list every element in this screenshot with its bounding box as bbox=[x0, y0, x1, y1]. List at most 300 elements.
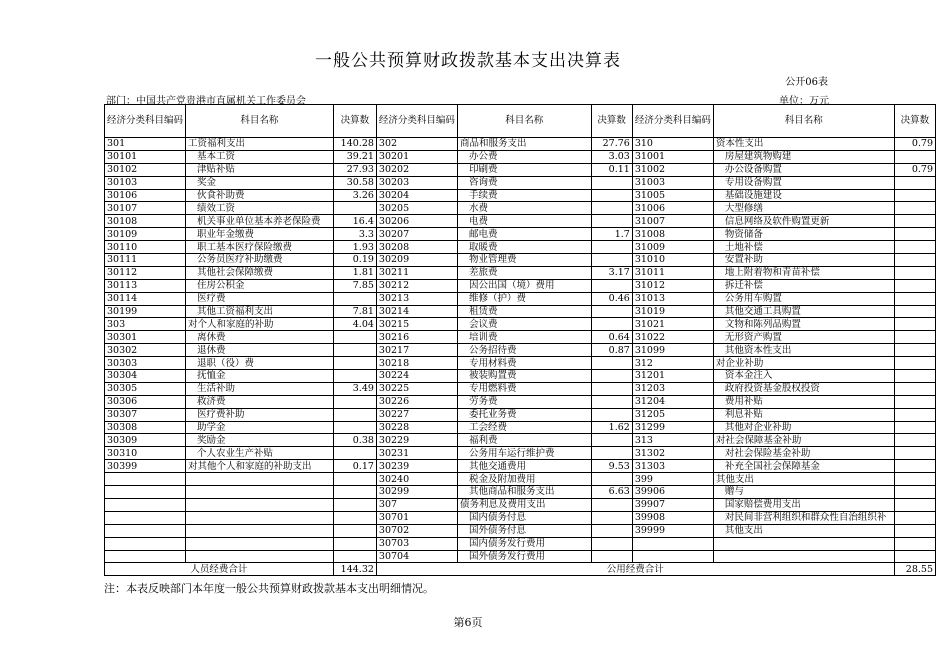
code-cell: 30231 bbox=[376, 447, 457, 460]
item-name-cell: 其他商品和服务支出 bbox=[457, 486, 591, 499]
table-row bbox=[105, 254, 936, 267]
amount-cell bbox=[894, 254, 935, 267]
table-row bbox=[105, 150, 936, 163]
code-cell: 301 bbox=[105, 138, 186, 151]
item-name-cell: 绩效工资 bbox=[186, 202, 334, 215]
code-cell: 31303 bbox=[632, 460, 713, 473]
amount-cell bbox=[894, 266, 935, 279]
table-row bbox=[105, 266, 936, 279]
item-name-cell: 债务利息及费用支出 bbox=[457, 498, 591, 511]
item-name-cell: 专用设备购置 bbox=[713, 176, 894, 189]
code-cell: 31008 bbox=[632, 228, 713, 241]
amount-cell: 140.28 bbox=[333, 138, 376, 151]
item-name-cell: 其他社会保障缴费 bbox=[186, 266, 334, 279]
amount-cell bbox=[333, 421, 376, 434]
amount-cell bbox=[894, 241, 935, 254]
item-name-cell: 咨询费 bbox=[457, 176, 591, 189]
amount-cell bbox=[333, 537, 376, 550]
code-cell: 312 bbox=[632, 357, 713, 370]
amount-cell: 6.63 bbox=[591, 486, 632, 499]
amount-cell: 39.21 bbox=[333, 150, 376, 163]
item-name-cell: 公务用车运行维护费 bbox=[457, 447, 591, 460]
item-name-cell: 会议费 bbox=[457, 318, 591, 331]
amount-cell: 3.49 bbox=[333, 382, 376, 395]
amount-cell bbox=[894, 176, 935, 189]
item-name-cell: 专用燃料费 bbox=[457, 382, 591, 395]
item-name-cell: 基本工资 bbox=[186, 150, 334, 163]
amount-cell bbox=[894, 215, 935, 228]
code-cell bbox=[632, 550, 713, 563]
item-name-cell: 资本金注入 bbox=[713, 370, 894, 383]
totals-row bbox=[105, 563, 936, 576]
amount-cell bbox=[591, 370, 632, 383]
item-name-cell bbox=[713, 537, 894, 550]
header-code-2: 经济分类科目编码 bbox=[376, 105, 457, 138]
item-name-cell: 印刷费 bbox=[457, 163, 591, 176]
code-cell: 30229 bbox=[376, 434, 457, 447]
item-name-cell: 赠与 bbox=[713, 486, 894, 499]
amount-cell bbox=[333, 292, 376, 305]
code-cell bbox=[105, 550, 186, 563]
code-cell: 31203 bbox=[632, 382, 713, 395]
amount-cell: 3.03 bbox=[591, 150, 632, 163]
code-cell: 30113 bbox=[105, 279, 186, 292]
amount-cell bbox=[894, 318, 935, 331]
amount-cell: 1.7 bbox=[591, 228, 632, 241]
code-cell: 399 bbox=[632, 473, 713, 486]
code-cell: 30239 bbox=[376, 460, 457, 473]
table-row bbox=[105, 382, 936, 395]
item-name-cell bbox=[186, 537, 334, 550]
amount-cell bbox=[591, 473, 632, 486]
amount-cell: 9.53 bbox=[591, 460, 632, 473]
table-row bbox=[105, 357, 936, 370]
item-name-cell: 安置补助 bbox=[713, 254, 894, 267]
item-name-cell: 公务招待费 bbox=[457, 344, 591, 357]
table-row bbox=[105, 447, 936, 460]
amount-cell: 7.85 bbox=[333, 279, 376, 292]
code-cell: 30206 bbox=[376, 215, 457, 228]
amount-cell bbox=[591, 511, 632, 524]
code-cell: 30101 bbox=[105, 150, 186, 163]
amount-cell bbox=[591, 434, 632, 447]
amount-cell bbox=[894, 279, 935, 292]
amount-cell bbox=[591, 189, 632, 202]
code-cell: 30399 bbox=[105, 460, 186, 473]
table-row bbox=[105, 473, 936, 486]
amount-cell bbox=[591, 357, 632, 370]
item-name-cell: 对个人和家庭的补助 bbox=[186, 318, 334, 331]
code-cell: 31012 bbox=[632, 279, 713, 292]
item-name-cell: 抚恤金 bbox=[186, 370, 334, 383]
code-cell: 302 bbox=[376, 138, 457, 151]
table-row bbox=[105, 305, 936, 318]
item-name-cell: 差旅费 bbox=[457, 266, 591, 279]
table-row bbox=[105, 344, 936, 357]
amount-cell bbox=[591, 550, 632, 563]
page-number: 第6页 bbox=[453, 616, 483, 629]
amount-cell bbox=[894, 202, 935, 215]
table-row bbox=[105, 318, 936, 331]
code-cell: 30212 bbox=[376, 279, 457, 292]
code-cell: 30199 bbox=[105, 305, 186, 318]
item-name-cell: 邮电费 bbox=[457, 228, 591, 241]
amount-cell: 0.64 bbox=[591, 331, 632, 344]
code-cell: 31021 bbox=[632, 318, 713, 331]
code-cell: 30215 bbox=[376, 318, 457, 331]
table-row bbox=[105, 486, 936, 499]
code-cell: 30107 bbox=[105, 202, 186, 215]
amount-cell bbox=[894, 382, 935, 395]
code-cell: 30218 bbox=[376, 357, 457, 370]
item-name-cell: 信息网络及软件购置更新 bbox=[713, 215, 894, 228]
code-cell: 30310 bbox=[105, 447, 186, 460]
code-cell: 30216 bbox=[376, 331, 457, 344]
code-cell: 31022 bbox=[632, 331, 713, 344]
item-name-cell bbox=[186, 498, 334, 511]
item-name-cell: 退休费 bbox=[186, 344, 334, 357]
code-cell: 30703 bbox=[376, 537, 457, 550]
code-cell: 30209 bbox=[376, 254, 457, 267]
code-cell: 31099 bbox=[632, 344, 713, 357]
item-name-cell: 对社会保险基金补助 bbox=[713, 447, 894, 460]
table-row bbox=[105, 279, 936, 292]
item-name-cell: 商品和服务支出 bbox=[457, 138, 591, 151]
item-name-cell bbox=[713, 550, 894, 563]
item-name-cell: 电费 bbox=[457, 215, 591, 228]
amount-cell: 0.38 bbox=[333, 434, 376, 447]
table-row bbox=[105, 292, 936, 305]
code-cell: 31013 bbox=[632, 292, 713, 305]
item-name-cell: 离休费 bbox=[186, 331, 334, 344]
code-cell: 30106 bbox=[105, 189, 186, 202]
table-row bbox=[105, 189, 936, 202]
code-cell: 39999 bbox=[632, 524, 713, 537]
amount-cell bbox=[894, 524, 935, 537]
amount-cell bbox=[591, 498, 632, 511]
amount-cell bbox=[333, 486, 376, 499]
item-name-cell: 津贴补贴 bbox=[186, 163, 334, 176]
table-row bbox=[105, 511, 936, 524]
amount-cell bbox=[591, 395, 632, 408]
item-name-cell: 对其他个人和家庭的补助支出 bbox=[186, 460, 334, 473]
amount-cell bbox=[333, 331, 376, 344]
item-name-cell: 其他交通费用 bbox=[457, 460, 591, 473]
form-code: 公开06表 bbox=[785, 77, 828, 88]
amount-cell: 27.93 bbox=[333, 163, 376, 176]
code-cell bbox=[105, 498, 186, 511]
department-label: 部门：中国共产党贵港市直属机关工作委员会 bbox=[106, 96, 306, 107]
code-cell: 30203 bbox=[376, 176, 457, 189]
item-name-cell: 房屋建筑物购建 bbox=[713, 150, 894, 163]
amount-cell bbox=[591, 305, 632, 318]
amount-cell bbox=[894, 305, 935, 318]
amount-cell: 0.79 bbox=[894, 163, 935, 176]
code-cell: 313 bbox=[632, 434, 713, 447]
item-name-cell: 利息补贴 bbox=[713, 408, 894, 421]
item-name-cell: 公务用车购置 bbox=[713, 292, 894, 305]
amount-cell bbox=[333, 511, 376, 524]
code-cell: 30110 bbox=[105, 241, 186, 254]
code-cell: 30112 bbox=[105, 266, 186, 279]
amount-cell bbox=[591, 382, 632, 395]
table-row bbox=[105, 241, 936, 254]
code-cell: 30227 bbox=[376, 408, 457, 421]
item-name-cell bbox=[186, 473, 334, 486]
item-name-cell: 国外债务发行费用 bbox=[457, 550, 591, 563]
amount-cell bbox=[591, 241, 632, 254]
code-cell: 30204 bbox=[376, 189, 457, 202]
table-row bbox=[105, 228, 936, 241]
personnel-total-value: 144.32 bbox=[333, 563, 376, 576]
code-cell: 30108 bbox=[105, 215, 186, 228]
code-cell: 30207 bbox=[376, 228, 457, 241]
code-cell: 39907 bbox=[632, 498, 713, 511]
item-name-cell: 福利费 bbox=[457, 434, 591, 447]
code-cell: 31302 bbox=[632, 447, 713, 460]
item-name-cell: 国内债务发行费用 bbox=[457, 537, 591, 550]
code-cell: 30701 bbox=[376, 511, 457, 524]
table-row bbox=[105, 370, 936, 383]
amount-cell: 1.93 bbox=[333, 241, 376, 254]
item-name-cell bbox=[186, 486, 334, 499]
item-name-cell: 税金及附加费用 bbox=[457, 473, 591, 486]
code-cell: 31009 bbox=[632, 241, 713, 254]
amount-cell: 1.81 bbox=[333, 266, 376, 279]
table-row bbox=[105, 408, 936, 421]
table-row bbox=[105, 421, 936, 434]
amount-cell: 0.19 bbox=[333, 254, 376, 267]
code-cell: 30213 bbox=[376, 292, 457, 305]
amount-cell bbox=[894, 460, 935, 473]
code-cell bbox=[105, 524, 186, 537]
item-name-cell: 其他工资福利支出 bbox=[186, 305, 334, 318]
amount-cell: 3.3 bbox=[333, 228, 376, 241]
amount-cell bbox=[333, 447, 376, 460]
item-name-cell: 被装购置费 bbox=[457, 370, 591, 383]
item-name-cell: 助学金 bbox=[186, 421, 334, 434]
table-row bbox=[105, 395, 936, 408]
amount-cell bbox=[333, 202, 376, 215]
unit-label: 单位：万元 bbox=[779, 96, 829, 107]
item-name-cell: 专用材料费 bbox=[457, 357, 591, 370]
code-cell: 31001 bbox=[632, 150, 713, 163]
amount-cell bbox=[894, 447, 935, 460]
item-name-cell: 费用补贴 bbox=[713, 395, 894, 408]
table-row bbox=[105, 215, 936, 228]
code-cell: 31299 bbox=[632, 421, 713, 434]
table-row bbox=[105, 498, 936, 511]
header-name-2: 科目名称 bbox=[457, 105, 591, 138]
item-name-cell: 工会经费 bbox=[457, 421, 591, 434]
footnote: 注：本表反映部门本年度一般公共预算财政拨款基本支出明细情况。 bbox=[104, 582, 434, 595]
code-cell: 31002 bbox=[632, 163, 713, 176]
amount-cell bbox=[333, 473, 376, 486]
amount-cell bbox=[894, 511, 935, 524]
table-row bbox=[105, 331, 936, 344]
item-name-cell: 救济费 bbox=[186, 395, 334, 408]
public-total-label: 公用经费合计 bbox=[376, 563, 894, 576]
code-cell: 30299 bbox=[376, 486, 457, 499]
code-cell: 30214 bbox=[376, 305, 457, 318]
amount-cell bbox=[591, 254, 632, 267]
header-amount-3: 决算数 bbox=[894, 105, 935, 138]
code-cell: 30211 bbox=[376, 266, 457, 279]
item-name-cell: 地上附着物和青苗补偿 bbox=[713, 266, 894, 279]
table-row bbox=[105, 524, 936, 537]
code-cell: 30228 bbox=[376, 421, 457, 434]
item-name-cell: 无形资产购置 bbox=[713, 331, 894, 344]
amount-cell: 1.62 bbox=[591, 421, 632, 434]
item-name-cell: 工资福利支出 bbox=[186, 138, 334, 151]
table-row bbox=[105, 460, 936, 473]
code-cell: 39906 bbox=[632, 486, 713, 499]
code-cell: 31007 bbox=[632, 215, 713, 228]
item-name-cell: 个人农业生产补贴 bbox=[186, 447, 334, 460]
code-cell: 310 bbox=[632, 138, 713, 151]
code-cell: 30302 bbox=[105, 344, 186, 357]
item-name-cell: 其他交通工具购置 bbox=[713, 305, 894, 318]
amount-cell bbox=[894, 421, 935, 434]
item-name-cell: 土地补偿 bbox=[713, 241, 894, 254]
item-name-cell: 对社会保障基金补助 bbox=[713, 434, 894, 447]
header-name-3: 科目名称 bbox=[713, 105, 894, 138]
code-cell bbox=[105, 473, 186, 486]
table-row bbox=[105, 550, 936, 563]
amount-cell bbox=[591, 215, 632, 228]
item-name-cell: 拆迁补偿 bbox=[713, 279, 894, 292]
table-row bbox=[105, 537, 936, 550]
amount-cell bbox=[591, 524, 632, 537]
item-name-cell: 物业管理费 bbox=[457, 254, 591, 267]
amount-cell: 0.79 bbox=[894, 138, 935, 151]
code-cell: 39908 bbox=[632, 511, 713, 524]
item-name-cell: 基础设施建设 bbox=[713, 189, 894, 202]
code-cell: 31201 bbox=[632, 370, 713, 383]
amount-cell: 7.81 bbox=[333, 305, 376, 318]
amount-cell bbox=[591, 318, 632, 331]
amount-cell bbox=[894, 408, 935, 421]
amount-cell: 3.26 bbox=[333, 189, 376, 202]
amount-cell bbox=[333, 395, 376, 408]
item-name-cell: 其他对企业补助 bbox=[713, 421, 894, 434]
item-name-cell: 奖励金 bbox=[186, 434, 334, 447]
code-cell: 30308 bbox=[105, 421, 186, 434]
amount-cell bbox=[333, 550, 376, 563]
item-name-cell bbox=[186, 511, 334, 524]
code-cell: 31005 bbox=[632, 189, 713, 202]
table-row bbox=[105, 138, 936, 151]
item-name-cell: 培训费 bbox=[457, 331, 591, 344]
amount-cell bbox=[894, 344, 935, 357]
amount-cell: 27.76 bbox=[591, 138, 632, 151]
code-cell: 30305 bbox=[105, 382, 186, 395]
personnel-total-label: 人员经费合计 bbox=[105, 563, 334, 576]
amount-cell bbox=[894, 550, 935, 563]
item-name-cell: 其他资本性支出 bbox=[713, 344, 894, 357]
code-cell: 30205 bbox=[376, 202, 457, 215]
item-name-cell: 水费 bbox=[457, 202, 591, 215]
code-cell: 30202 bbox=[376, 163, 457, 176]
item-name-cell: 对民间非营利组织和群众性自治组织补 bbox=[713, 511, 894, 524]
amount-cell: 4.04 bbox=[333, 318, 376, 331]
table-row bbox=[105, 202, 936, 215]
code-cell: 31003 bbox=[632, 176, 713, 189]
header-code-1: 经济分类科目编码 bbox=[105, 105, 186, 138]
amount-cell bbox=[333, 524, 376, 537]
code-cell: 30304 bbox=[105, 370, 186, 383]
code-cell: 30111 bbox=[105, 254, 186, 267]
code-cell: 307 bbox=[376, 498, 457, 511]
code-cell: 30102 bbox=[105, 163, 186, 176]
amount-cell bbox=[894, 537, 935, 550]
amount-cell bbox=[894, 370, 935, 383]
item-name-cell: 医疗费补助 bbox=[186, 408, 334, 421]
item-name-cell: 其他支出 bbox=[713, 473, 894, 486]
code-cell: 303 bbox=[105, 318, 186, 331]
amount-cell bbox=[894, 228, 935, 241]
code-cell: 31204 bbox=[632, 395, 713, 408]
page-title: 一般公共预算财政拨款基本支出决算表 bbox=[315, 51, 621, 71]
item-name-cell: 国家赔偿费用支出 bbox=[713, 498, 894, 511]
item-name-cell: 对企业补助 bbox=[713, 357, 894, 370]
amount-cell bbox=[894, 473, 935, 486]
amount-cell: 0.11 bbox=[591, 163, 632, 176]
item-name-cell: 伙食补助费 bbox=[186, 189, 334, 202]
code-cell: 31006 bbox=[632, 202, 713, 215]
code-cell: 30208 bbox=[376, 241, 457, 254]
code-cell: 30303 bbox=[105, 357, 186, 370]
item-name-cell: 租赁费 bbox=[457, 305, 591, 318]
amount-cell bbox=[591, 537, 632, 550]
code-cell: 30109 bbox=[105, 228, 186, 241]
amount-cell bbox=[894, 498, 935, 511]
item-name-cell: 职工基本医疗保险缴费 bbox=[186, 241, 334, 254]
amount-cell bbox=[894, 150, 935, 163]
amount-cell: 16.4 bbox=[333, 215, 376, 228]
item-name-cell: 委托业务费 bbox=[457, 408, 591, 421]
expenditure-table bbox=[104, 104, 936, 576]
item-name-cell: 退职（役）费 bbox=[186, 357, 334, 370]
code-cell: 30217 bbox=[376, 344, 457, 357]
item-name-cell bbox=[186, 524, 334, 537]
item-name-cell: 文物和陈列品购置 bbox=[713, 318, 894, 331]
amount-cell: 0.46 bbox=[591, 292, 632, 305]
amount-cell: 30.58 bbox=[333, 176, 376, 189]
header-name-1: 科目名称 bbox=[186, 105, 334, 138]
header-row bbox=[105, 105, 936, 138]
item-name-cell: 其他支出 bbox=[713, 524, 894, 537]
amount-cell bbox=[894, 486, 935, 499]
code-cell: 31011 bbox=[632, 266, 713, 279]
item-name-cell: 国外债务付息 bbox=[457, 524, 591, 537]
item-name-cell: 机关事业单位基本养老保险费 bbox=[186, 215, 334, 228]
code-cell: 31205 bbox=[632, 408, 713, 421]
code-cell: 30301 bbox=[105, 331, 186, 344]
amount-cell bbox=[591, 176, 632, 189]
item-name-cell: 国内债务付息 bbox=[457, 511, 591, 524]
table-row bbox=[105, 176, 936, 189]
amount-cell bbox=[591, 447, 632, 460]
code-cell: 30306 bbox=[105, 395, 186, 408]
item-name-cell: 取暖费 bbox=[457, 241, 591, 254]
header-amount-1: 决算数 bbox=[333, 105, 376, 138]
amount-cell bbox=[894, 357, 935, 370]
amount-cell bbox=[333, 370, 376, 383]
item-name-cell: 医疗费 bbox=[186, 292, 334, 305]
code-cell: 30307 bbox=[105, 408, 186, 421]
code-cell bbox=[632, 537, 713, 550]
